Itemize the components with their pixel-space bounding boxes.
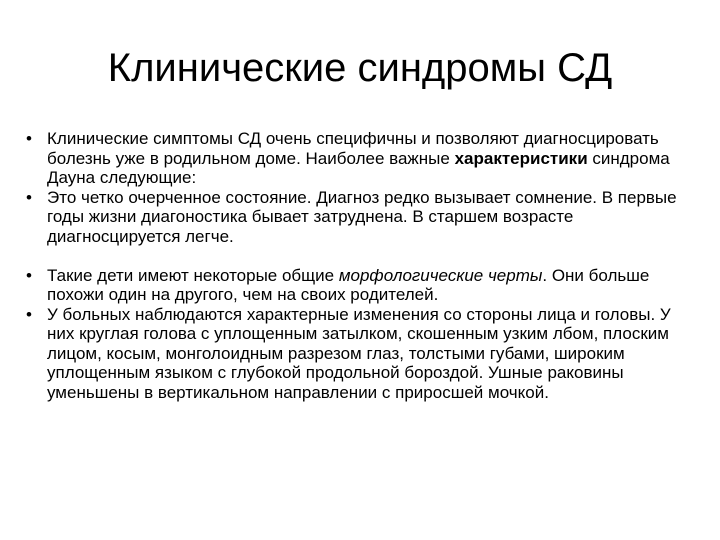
bullet-text: Клинические симптомы СД очень специфичны и позволяют диагносцировать болезнь уже в родильном доме. Наиболее важные bbox=[47, 129, 659, 168]
bullet-item-diagnosis bbox=[26, 188, 698, 247]
bullet-text: Такие дети имеют некоторые общие bbox=[47, 265, 339, 285]
bullet-text: Это четко очерченное состояние. Диагноз редко вызывает сомнение. В первые годы жизни диагоностика бывает затруднена. В старшем возрасте диагносцируется легче. bbox=[47, 187, 677, 246]
bullet-spacer bbox=[26, 246, 698, 266]
bullet-dot-icon: • bbox=[26, 187, 32, 207]
bullet-text: синдрома Дауна следующие: bbox=[47, 148, 670, 187]
bullet-item-morphology bbox=[26, 266, 698, 305]
bullet-text: . Они больше похожи один на другого, чем на своих родителей. bbox=[47, 265, 650, 304]
bullet-dot-icon: • bbox=[26, 304, 32, 324]
bullet-text: У больных наблюдаются характерные изменения со стороны лица и головы. У них круглая голова с уплощенным затылком, скошенным узким лбом, плоским лицом, косым, монголоидным разрезом глаз, толстыми губами, широким уплощенным языком с глубокой продольной бороздой. Ушные раковины уменьшены в вертикальном направлении с приросшей мочкой. bbox=[47, 304, 671, 402]
bullet-italic-text: морфологические черты bbox=[338, 265, 543, 285]
bullet-bold-text: характеристики bbox=[454, 148, 588, 168]
bullet-dot-icon: • bbox=[26, 129, 32, 148]
bullet-list bbox=[26, 129, 698, 402]
bullet-dot-icon: • bbox=[26, 265, 32, 285]
slide-title: Клинические синдромы СД bbox=[107, 46, 613, 90]
bullet-item-symptoms bbox=[26, 129, 698, 188]
bullet-item-face-features bbox=[26, 305, 698, 403]
